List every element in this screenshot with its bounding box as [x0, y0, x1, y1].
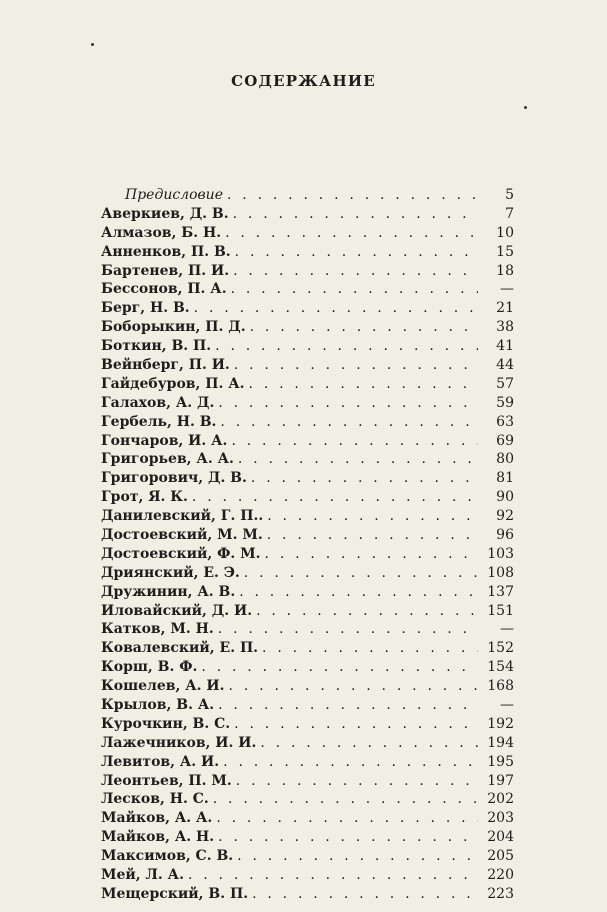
- dot-leader: [229, 262, 478, 281]
- toc-entry-name: Мей, Л. А.: [101, 867, 184, 884]
- toc-entry-page: 5: [505, 186, 514, 203]
- toc-entry-name: Ковалевский, Е. П.: [101, 640, 259, 657]
- toc-entry: [101, 356, 514, 375]
- dot-leader: [230, 356, 478, 375]
- toc-entry-page: 57: [496, 375, 514, 392]
- toc-entry-name: Дружинин, А. В.: [101, 583, 236, 600]
- toc-entry-page: 18: [496, 262, 514, 279]
- dot-leader: [212, 809, 478, 828]
- toc-entry-name: Майков, А. А.: [101, 810, 213, 827]
- toc-entry: [101, 828, 514, 847]
- page-title: СОДЕРЖАНИЕ: [231, 72, 376, 90]
- toc-entry-name: Анненков, П. В.: [101, 243, 231, 260]
- dot-leader: [245, 375, 478, 394]
- dot-leader: [184, 866, 478, 885]
- toc-entry-name: Григорович, Д. В.: [101, 470, 247, 487]
- toc-entry-page: 38: [496, 319, 514, 336]
- dot-leader: [190, 299, 478, 318]
- toc-entry-page: 152: [487, 640, 514, 657]
- dot-leader: [229, 205, 478, 224]
- dot-leader: [230, 715, 478, 734]
- toc-entry-name: Кошелев, А. И.: [101, 678, 225, 695]
- toc-entry: [101, 715, 514, 734]
- dot-leader: [214, 394, 478, 413]
- toc-entry-name: Крылов, В. А.: [101, 697, 215, 714]
- table-of-contents: [101, 186, 514, 904]
- dot-leader: [248, 885, 478, 904]
- toc-entry: [101, 318, 514, 337]
- toc-entry: [101, 866, 514, 885]
- toc-entry-name: Боткин, В. П.: [101, 338, 212, 355]
- toc-entry: [101, 772, 514, 791]
- toc-entry: [101, 658, 514, 677]
- toc-entry: [101, 413, 514, 432]
- dot-leader: [234, 450, 478, 469]
- dot-leader: [261, 545, 478, 564]
- toc-entry-name: Максимов, С. В.: [101, 848, 234, 865]
- toc-entry-page: 7: [505, 205, 514, 222]
- toc-entry: [101, 677, 514, 696]
- dot-leader: [240, 564, 478, 583]
- toc-entry-page: 10: [496, 224, 514, 241]
- toc-entry-page: 203: [487, 810, 514, 827]
- toc-entry: [101, 847, 514, 866]
- toc-entry-name: Предисловие: [125, 186, 223, 203]
- toc-entry: [101, 262, 514, 281]
- toc-entry-page: 96: [496, 527, 514, 544]
- toc-entry: [101, 583, 514, 602]
- toc-entry-name: Лесков, Н. С.: [101, 791, 209, 808]
- toc-entry-name: Боборыкин, П. Д.: [101, 319, 246, 336]
- toc-entry: [101, 243, 514, 262]
- toc-entry-page: 92: [496, 508, 514, 525]
- toc-entry-page: 21: [496, 300, 514, 317]
- print-speck: [91, 43, 94, 46]
- toc-entry-page: 59: [496, 394, 514, 411]
- toc-entry: [101, 394, 514, 413]
- toc-entry-page: 44: [496, 357, 514, 373]
- toc-entry-name: Берг, Н. В.: [101, 300, 190, 317]
- toc-entry-page: 103: [487, 545, 514, 562]
- toc-entry: [101, 488, 514, 507]
- toc-entry-name: Леонтьев, П. М.: [101, 772, 232, 789]
- toc-entry-page: 151: [487, 602, 514, 619]
- toc-entry-name: Гербель, Н. В.: [101, 413, 217, 430]
- dot-leader: [247, 469, 478, 488]
- toc-entry: [101, 620, 514, 639]
- toc-entry-page: 192: [487, 715, 514, 732]
- dot-leader: [211, 337, 478, 356]
- toc-entry: [101, 299, 514, 318]
- toc-entry-name: Бессонов, П. А.: [101, 281, 227, 298]
- dot-leader: [231, 243, 478, 262]
- dot-leader: [225, 677, 478, 696]
- toc-entry-page: 220: [487, 867, 514, 884]
- dot-leader: [227, 280, 478, 299]
- toc-entry-page: 223: [487, 885, 514, 902]
- toc-entry-page: 194: [487, 734, 514, 751]
- dot-leader: [214, 696, 478, 715]
- dot-leader: [216, 413, 478, 432]
- dot-leader: [219, 753, 478, 772]
- toc-entry-page: —: [500, 281, 514, 298]
- toc-entry-page: 63: [496, 413, 514, 430]
- toc-entry-page: 80: [496, 451, 514, 468]
- toc-entry-name: Катков, М. Н.: [101, 621, 214, 638]
- toc-entry: [101, 734, 514, 753]
- dot-leader: [233, 847, 478, 866]
- toc-entry-page: 202: [487, 791, 514, 808]
- toc-entry-name: Иловайский, Д. И.: [101, 602, 253, 619]
- dot-leader: [214, 828, 478, 847]
- toc-entry-name: Гончаров, И. А.: [101, 432, 228, 449]
- toc-entry-page: 154: [487, 659, 514, 676]
- toc-entry: [101, 885, 514, 904]
- toc-entry-name: Мещерский, В. П.: [101, 885, 249, 902]
- toc-entry-page: 69: [496, 432, 514, 449]
- toc-entry: [101, 753, 514, 772]
- toc-entry-name: Вейнберг, П. И.: [101, 357, 230, 373]
- toc-entry-page: 81: [496, 470, 514, 487]
- dot-leader: [209, 791, 478, 810]
- dot-leader: [263, 526, 478, 545]
- dot-leader: [227, 432, 478, 451]
- toc-entry-name: Галахов, А. Д.: [101, 394, 215, 411]
- dot-leader: [263, 507, 478, 526]
- toc-entry: [101, 205, 514, 224]
- toc-entry: [101, 564, 514, 583]
- toc-entry: [101, 809, 514, 828]
- toc-entry-name: Курочкин, В. С.: [101, 715, 231, 732]
- toc-entry: [101, 224, 514, 243]
- toc-entry-page: 41: [496, 338, 514, 355]
- dot-leader: [235, 583, 478, 602]
- toc-entry-name: Достоевский, Ф. М.: [101, 545, 261, 562]
- toc-entry: [101, 186, 514, 205]
- toc-entry: [101, 526, 514, 545]
- dot-leader: [252, 602, 478, 621]
- toc-entry: [101, 696, 514, 715]
- toc-entry-name: Григорьев, А. А.: [101, 451, 234, 468]
- toc-entry-page: 137: [487, 583, 514, 600]
- toc-entry-name: Алмазов, Б. Н.: [101, 224, 222, 241]
- toc-entry-page: 197: [487, 772, 514, 789]
- toc-entry-page: 90: [496, 489, 514, 506]
- toc-entry-page: 108: [487, 564, 514, 581]
- toc-entry: [101, 639, 514, 658]
- toc-entry-name: Аверкиев, Д. В.: [101, 205, 229, 222]
- toc-entry: [101, 507, 514, 526]
- toc-entry-name: Левитов, А. И.: [101, 753, 220, 770]
- dot-leader: [223, 186, 478, 205]
- dot-leader: [232, 772, 478, 791]
- toc-entry-page: —: [500, 621, 514, 638]
- toc-entry-name: Гайдебуров, П. А.: [101, 375, 245, 392]
- toc-entry: [101, 545, 514, 564]
- toc-entry-name: Данилевский, Г. П..: [101, 508, 264, 525]
- toc-entry: [101, 375, 514, 394]
- toc-entry-name: Лажечников, И. И.: [101, 734, 257, 751]
- toc-entry: [101, 450, 514, 469]
- toc-entry-page: 168: [487, 678, 514, 695]
- print-speck: [524, 106, 527, 109]
- toc-entry-page: 204: [487, 829, 514, 846]
- dot-leader: [256, 734, 478, 753]
- dot-leader: [188, 488, 478, 507]
- toc-entry: [101, 432, 514, 451]
- toc-entry: [101, 791, 514, 810]
- toc-entry-name: Корш, В. Ф.: [101, 659, 198, 676]
- toc-entry-page: —: [500, 697, 514, 714]
- toc-entry-name: Бартенев, П. И.: [101, 262, 230, 279]
- toc-entry: [101, 337, 514, 356]
- toc-entry-page: 15: [496, 243, 514, 260]
- toc-entry: [101, 469, 514, 488]
- toc-entry-page: 195: [487, 753, 514, 770]
- toc-entry-page: 205: [487, 848, 514, 865]
- toc-entry: [101, 280, 514, 299]
- dot-leader: [258, 639, 478, 658]
- toc-entry-name: Майков, А. Н.: [101, 829, 215, 846]
- dot-leader: [214, 620, 478, 639]
- dot-leader: [197, 658, 478, 677]
- toc-entry-name: Грот, Я. К.: [101, 489, 188, 506]
- toc-entry-name: Достоевский, М. М.: [101, 527, 263, 544]
- dot-leader: [246, 318, 478, 337]
- dot-leader: [221, 224, 478, 243]
- toc-entry-name: Дриянский, Е. Э.: [101, 564, 240, 581]
- toc-entry: [101, 602, 514, 621]
